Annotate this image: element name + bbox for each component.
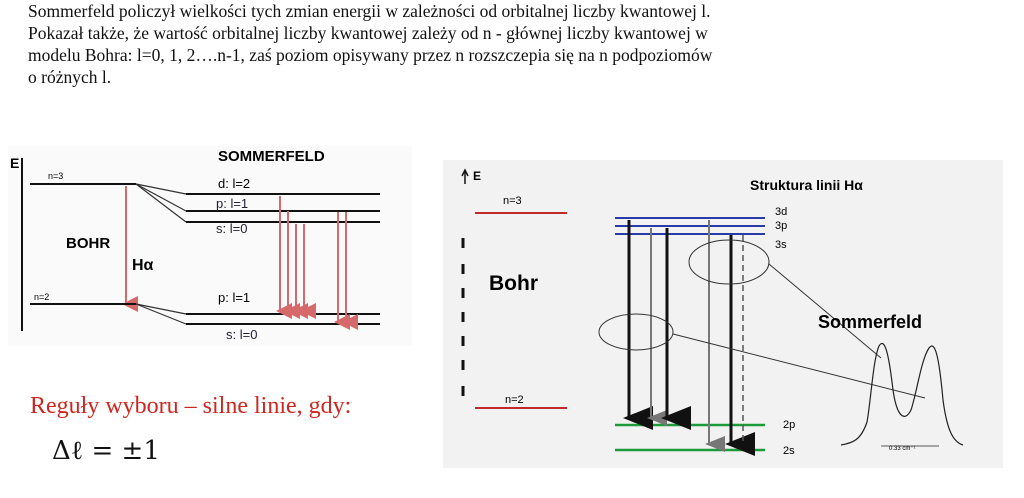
label-3d: 3d <box>775 206 788 218</box>
sommerfeld-label: Sommerfeld <box>818 312 923 332</box>
label-n2: n=2 <box>34 292 50 302</box>
label-2p: 2p <box>783 419 796 431</box>
text-line-4: o różnych l. <box>28 67 112 87</box>
label-n3: n=3 <box>48 171 64 181</box>
scale-label: 0.33 cm⁻¹ <box>889 446 916 452</box>
text-line-3: modelu Bohra: l=0, 1, 2….n-1, zaś poziom opisywany przez n rozszczepia się na n podpoziomów <box>28 45 713 65</box>
bohr-sommerfeld-svg <box>8 146 412 346</box>
label-s-upper: s: l=0 <box>216 221 248 236</box>
pointer-line <box>769 264 881 358</box>
selection-rules-heading: Reguły wyboru – silne linie, gdy: <box>30 393 352 419</box>
ellipse-lower <box>599 314 673 350</box>
pointer-line <box>673 334 925 398</box>
text-line-2: Pokazał także, że wartość orbitalnej liczby kwantowej zależy od n - głównej liczby kwantowej w <box>28 23 708 43</box>
selection-rule-formula: Δℓ = ±1 <box>52 436 160 466</box>
label-s-lower: s: l=0 <box>226 327 258 342</box>
h-alpha-structure-svg <box>443 160 1003 468</box>
h-alpha-structure-diagram <box>443 160 1003 468</box>
label-p-upper: p: l=1 <box>216 196 249 211</box>
ellipse-upper <box>689 240 769 284</box>
axis-label-e: E <box>473 169 482 183</box>
label-3p: 3p <box>775 220 788 232</box>
label-n3: n=3 <box>503 195 522 207</box>
label-3s: 3s <box>775 239 787 251</box>
intro-paragraph <box>28 0 1018 88</box>
bohr-label: Bohr <box>489 272 538 295</box>
spectrum-curve <box>841 343 963 445</box>
structure-title: Struktura linii Hα <box>750 177 863 193</box>
text-line-1: Sommerfeld policzył wielkości tych zmian energii w zależności od orbitalnej liczby kwantowej l. <box>28 1 711 21</box>
bohr-sommerfeld-diagram <box>8 146 412 346</box>
label-d: d: l=2 <box>218 176 251 191</box>
h-alpha-label: Hα <box>132 257 154 274</box>
sommerfeld-title: SOMMERFELD <box>218 148 325 165</box>
label-2s: 2s <box>783 445 795 457</box>
label-p-lower: p: l=1 <box>218 290 251 305</box>
label-n2: n=2 <box>505 394 524 406</box>
bohr-label: BOHR <box>66 235 111 252</box>
axis-label-e: E <box>10 155 20 171</box>
